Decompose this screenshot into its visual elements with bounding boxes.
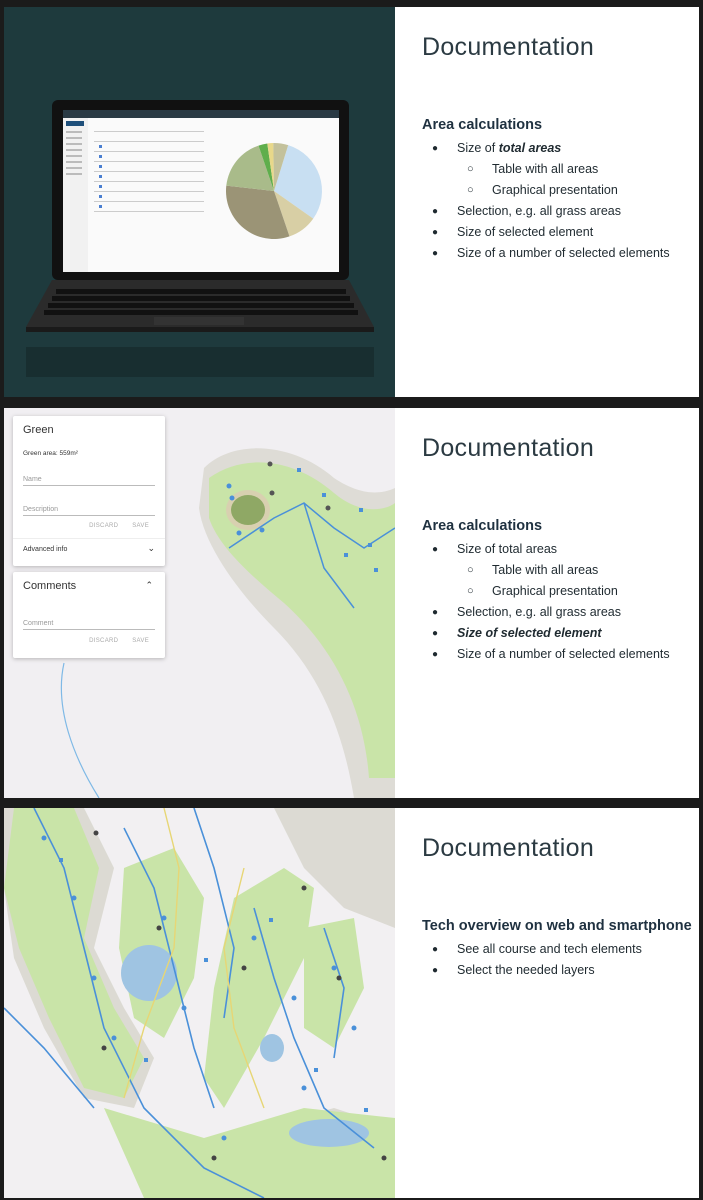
bullet-marker: ● [432, 544, 439, 555]
bullet-text [457, 644, 670, 665]
slide-text [395, 808, 699, 1198]
area-pie-chart [226, 143, 322, 239]
bullet-text-plain: Size of a number of selected elements [457, 246, 670, 260]
laptop-illustration [4, 7, 395, 397]
bullet-marker: ● [432, 143, 439, 154]
bullet-text-emphasis: Size of selected element [457, 626, 602, 640]
bullet-marker: ● [432, 965, 439, 976]
bullet-text [457, 539, 557, 560]
bullet-text [457, 602, 621, 623]
description-field[interactable]: Description [23, 506, 155, 516]
bullet-text-plain: See all course and tech elements [457, 942, 642, 956]
bullet-marker: ● [432, 649, 439, 660]
bullet-text [492, 581, 618, 602]
laptop-photo [4, 7, 395, 397]
map-view[interactable] [4, 408, 395, 798]
bullet-text-plain: Size of a number of selected elements [457, 647, 670, 661]
bullet-marker: ○ [467, 585, 474, 597]
comments-panel [13, 572, 165, 658]
panel-title: Green [23, 424, 54, 436]
bullet-text [457, 960, 595, 981]
bullet-text-plain: Size of selected element [457, 225, 594, 239]
bullet-text [457, 201, 621, 222]
slide-2 [4, 408, 699, 798]
bullet-text [492, 560, 598, 581]
element-edit-panel [13, 416, 165, 566]
bullet-marker: ○ [467, 184, 474, 196]
bullet-text [457, 222, 593, 243]
save-button[interactable]: SAVE [132, 523, 149, 529]
slide-text [395, 408, 699, 798]
bullet-text-plain: Selection, e.g. all grass areas [457, 605, 621, 619]
section-title: Tech overview on web and smartphone [422, 918, 692, 934]
bullet-text-plain: Size of [457, 141, 499, 155]
comment-save-button[interactable]: SAVE [132, 638, 149, 644]
section-title: Area calculations [422, 117, 543, 133]
bullet-marker: ○ [467, 564, 474, 576]
bullet-marker: ● [432, 628, 439, 639]
bullet-marker: ○ [467, 163, 474, 175]
bullet-text [457, 939, 642, 960]
bullet-text-plain: Graphical presentation [492, 183, 618, 197]
chevron-down-icon[interactable]: ⌄ [147, 543, 155, 553]
comments-title: Comments [23, 580, 77, 592]
discard-button[interactable]: DISCARD [89, 523, 119, 529]
bullet-marker: ● [432, 206, 439, 217]
slide-title: Documentation [422, 434, 595, 462]
bullet-marker: ● [432, 607, 439, 618]
chevron-up-icon[interactable]: ⌃ [145, 580, 153, 590]
slide-title: Documentation [422, 33, 595, 61]
advanced-info-toggle[interactable]: Advanced info [23, 546, 68, 553]
slide-1 [4, 7, 699, 397]
comment-discard-button[interactable]: DISCARD [89, 638, 119, 644]
bullet-text [457, 243, 670, 264]
bullet-text-plain: Selection, e.g. all grass areas [457, 204, 621, 218]
bullet-text [492, 180, 618, 201]
name-field[interactable]: Name [23, 476, 155, 486]
bullet-marker: ● [432, 944, 439, 955]
bullet-marker: ● [432, 227, 439, 238]
bullet-text-plain: Table with all areas [492, 162, 599, 176]
slide-text [395, 7, 699, 397]
bullet-marker: ● [432, 248, 439, 259]
slide-3 [4, 808, 699, 1198]
course-map [4, 808, 395, 1198]
bullet-text-plain: Table with all areas [492, 563, 599, 577]
green-area-text: Green area: 559m² [23, 450, 78, 457]
section-title: Area calculations [422, 518, 543, 534]
bullet-text-plain: Select the needed layers [457, 963, 595, 977]
bullet-text-emphasis: total areas [498, 141, 562, 155]
slide-title: Documentation [422, 834, 595, 862]
bullet-text [457, 138, 561, 159]
bullet-text [457, 623, 602, 644]
bullet-text [492, 159, 598, 180]
comment-field[interactable]: Comment [23, 620, 155, 630]
bullet-text-plain: Size of total areas [457, 542, 558, 556]
course-overview-map[interactable] [4, 808, 395, 1198]
bullet-text-plain: Graphical presentation [492, 584, 618, 598]
